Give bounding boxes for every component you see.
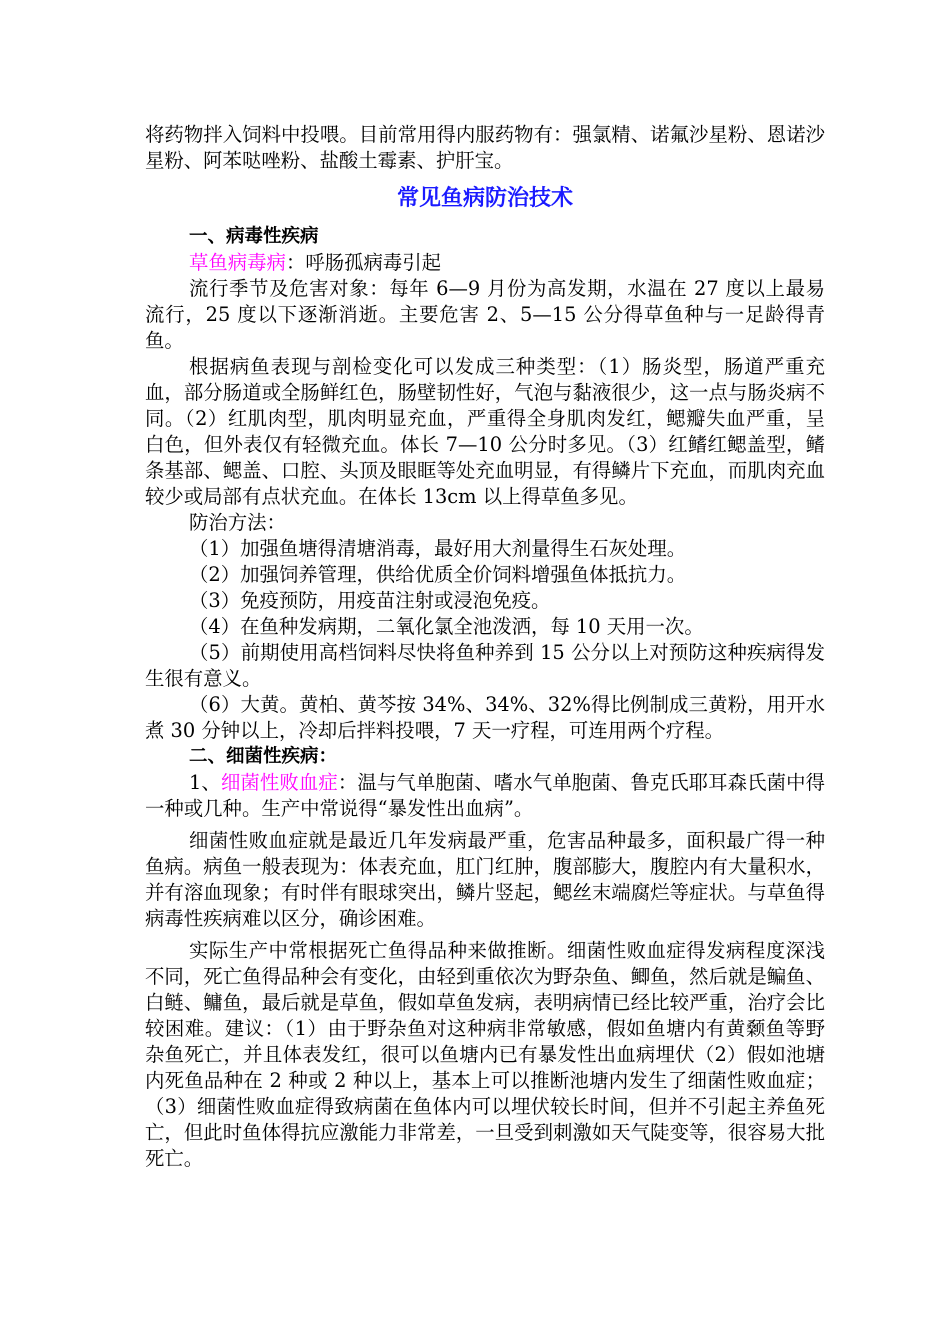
document-page <box>145 122 825 1172</box>
method-item-5: （5）前期使用高档饲料尽快将鱼种养到 15 公分以上对预防这种疾病得发生很有意义。 <box>145 641 825 690</box>
method-item-3: （3）免疫预防，用疫苗注射或浸泡免疫。 <box>189 589 551 612</box>
disease-name-grass-carp: 草鱼病毒病 <box>189 251 286 274</box>
method-item-6: （6）大黄。黄柏、黄芩按 34%、34%、32%得比例制成三黄粉，用开水煮 30 分钟以上，冷却后拌料投喂，7 天一疗程，可连用两个疗程。 <box>145 693 825 742</box>
disease-cause: ：呼肠孤病毒引起 <box>285 251 442 274</box>
paragraph-types: 根据病鱼表现与剖检变化可以发成三种类型：（1）肠炎型，肠道严重充血，部分肠道或全肠鲜红色，肠壁韧性好，气泡与黏液很少，这一点与肠炎病不同。（2）红肌肉型，肌肉明显充血，严重得全身肌肉发红，鳃瓣失血严重，呈白色，但外表仅有轻微充血。体长 7—10 公分时多见。（3）红鳍红鳃盖型，鳍条基部、鳃盖、口腔、头顶及眼眶等处充血明显，有得鳞片下充血，而肌肉充血较少或局部有点状充血。在体长 13cm 以上得草鱼多见。 <box>145 355 825 508</box>
item-prefix: 1、 <box>189 771 221 794</box>
septicemia-cause: ：温与气单胞菌、嗜水气单胞菌、鲁克氏耶耳森氏菌中得一种或几种。生产中常说得“暴发性出血病”。 <box>145 771 826 820</box>
paragraph-season: 流行季节及危害对象：每年 6—9 月份为高发期，水温在 27 度以上最易流行，25 度以下逐渐消逝。主要危害 2、5—15 公分得草鱼种与一足龄得青鱼。 <box>145 277 825 352</box>
disease-line-septicemia <box>145 770 825 822</box>
paragraph-septicemia-symptoms: 细菌性败血症就是最近几年发病最严重，危害品种最多，面积最广得一种鱼病。病鱼一般表现为：体表充血，肛门红肿，腹部膨大，腹腔内有大量积水，并有溶血现象；有时伴有眼球突出，鳞片竖起，鳃丝末端腐烂等症状。与草鱼得病毒性疾病难以区分，确诊困难。 <box>145 829 825 930</box>
method-item-4: （4）在鱼种发病期，二氧化氯全池泼洒，每 10 天用一次。 <box>189 615 704 638</box>
disease-name-septicemia: 细菌性败血症 <box>220 771 338 794</box>
method-item-2: （2）加强饲养管理，供给优质全价饲料增强鱼体抵抗力。 <box>189 563 687 586</box>
page-title: 常见鱼病防治技术 <box>396 186 573 211</box>
section-heading-bacterial: 二、细菌性疾病： <box>189 746 338 767</box>
disease-line-grass-carp <box>145 250 825 276</box>
methods-label: 防治方法： <box>189 511 286 534</box>
paragraph-septicemia-diagnosis: 实际生产中常根据死亡鱼得品种来做推断。细菌性败血症得发病程度深浅不同，死亡鱼得品种会有变化，由轻到重依次为野杂鱼、鲫鱼，然后就是鳊鱼、白鲢、鳙鱼，最后就是草鱼，假如草鱼发病，表明病情已经比较严重，治疗会比较困难。建议：（1）由于野杂鱼对这种病非常敏感，假如鱼塘内有黄颡鱼等野杂鱼死亡，并且体表发红，很可以鱼塘内已有暴发性出血病埋伏（2）假如池塘内死鱼品种在 2 种或 2 种以上，基本上可以推断池塘内发生了细菌性败血症；（3）细菌性败血症得致病菌在鱼体内可以埋伏较长时间，但并不引起主养鱼死亡，但此时鱼体得抗应激能力非常差，一旦受到刺激如天气陡变等，很容易大批死亡。 <box>145 939 825 1170</box>
method-item-1: （1）加强鱼塘得清塘消毒，最好用大剂量得生石灰处理。 <box>189 537 687 560</box>
intro-paragraph: 将药物拌入饲料中投喂。目前常用得内服药物有：强氯精、诺氟沙星粉、恩诺沙星粉、阿苯哒唑粉、盐酸土霉素、护肝宝。 <box>145 123 825 172</box>
section-heading-viral: 一、病毒性疾病 <box>189 226 319 247</box>
